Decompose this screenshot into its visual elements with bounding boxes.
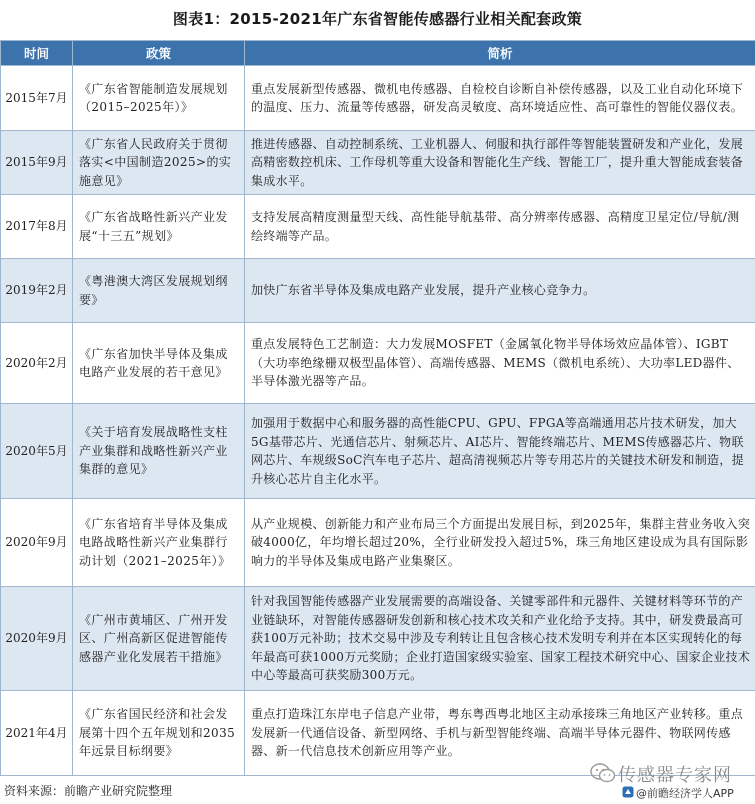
row-analysis: 重点打造珠江东岸电子信息产业带，粤东粤西粤北地区主动承接珠三角地区产业转移。重点发展新一代通信设备、新型网络、手机与新型智能终端、高端半导体元器件、物联网传感器、新一代信息技术创新应用等产业。 [245,691,755,776]
row-policy: 《广东省国民经济和社会发展第十四个五年规划和2035年远景目标纲要》 [73,691,245,776]
row-analysis: 支持发展高精度测量型天线、高性能导航基带、高分辨率传感器、高精度卫星定位/导航/测绘终端等产品。 [245,195,755,259]
row-time: 2015年9月 [1,131,73,195]
wechat-icon [590,763,616,783]
row-time: 2020年9月 [1,499,73,587]
watermark-account: 传感器专家网 [618,765,732,786]
row-analysis: 推进传感器、自动控制系统、工业机器人、伺服和执行部件等智能装置研发和产业化，发展高精密数控机床、工作母机等重大设备和智能化生产线、智能工厂，提升重大智能成套装备集成水平。 [245,131,755,195]
row-analysis: 从产业规模、创新能力和产业布局三个方面提出发展目标，到2025年，集群主营业务收入突破4000亿，年均增长超过20%，全行业研发投入超过5%，珠三角地区建设成为具有国际影响力的半导体及集成电路产业集聚区。 [245,499,755,587]
row-time: 2020年9月 [1,587,73,691]
row-analysis: 重点发展新型传感器、微机电传感器、自检校自诊断自补偿传感器，以及工业自动化环境下的温度、压力、流量等传感器，研发高灵敏度、高环境适应性、高可靠性的智能仪器仪表。 [245,66,755,131]
table-row [1,66,755,131]
table-row [1,587,755,691]
row-policy: 《广东省人民政府关于贯彻落实<中国制造2025>的实施意见》 [73,131,245,195]
watermark-credit: @前瞻经济学人APP [636,787,734,800]
row-analysis: 加强用于数据中心和服务器的高性能CPU、GPU、FPGA等高端通用芯片技术研发，加大5G基带芯片、光通信芯片、射频芯片、AI芯片、智能终端芯片、MEMS传感器芯片、物联网芯片、车规级SoC汽车电子芯片、超高清视频芯片等专用芯片的关键技术研发和制造，提升核心芯片自主化水平。 [245,404,755,499]
row-policy: 《广东省培育半导体及集成电路战略性新兴产业集群行动计划（2021–2025年）》 [73,499,245,587]
table-row [1,195,755,259]
source-note: 资料来源：前瞻产业研究院整理 [4,784,173,798]
row-time: 2020年2月 [1,323,73,404]
row-policy: 《广东省加快半导体及集成电路产业发展的若干意见》 [73,323,245,404]
header-time: 时间 [1,41,73,66]
row-time: 2020年5月 [1,404,73,499]
table-header-row [1,41,755,66]
row-policy: 《粤港澳大湾区发展规划纲要》 [73,259,245,323]
row-time: 2021年4月 [1,691,73,776]
row-policy: 《广东省智能制造发展规划（2015–2025年）》 [73,66,245,131]
row-policy: 《关于培育发展战略性支柱产业集群和战略性新兴产业集群的意见》 [73,404,245,499]
watermark-badge [590,761,750,801]
table-row [1,131,755,195]
table-row [1,499,755,587]
row-time: 2017年8月 [1,195,73,259]
row-analysis: 重点发展特色工艺制造：大力发展MOSFET（金属氧化物半导体场效应晶体管）、IGBT（大功率绝缘栅双极型晶体管）、高端传感器、MEMS（微机电系统）、大功率LED器件、半导体激光器等产品。 [245,323,755,404]
policy-table [0,40,755,776]
row-time: 2019年2月 [1,259,73,323]
table-row [1,259,755,323]
header-policy: 政策 [73,41,245,66]
row-policy: 《广东省战略性新兴产业发展“十三五”规划》 [73,195,245,259]
row-analysis: 加快广东省半导体及集成电路产业发展，提升产业核心竞争力。 [245,259,755,323]
row-time: 2015年7月 [1,66,73,131]
app-logo-icon [622,786,634,798]
table-row [1,323,755,404]
row-policy: 《广州市黄埔区、广州开发区、广州高新区促进智能传感器产业化发展若干措施》 [73,587,245,691]
page-title: 图表1：2015-2021年广东省智能传感器行业相关配套政策 [172,10,583,28]
header-analysis: 简析 [245,41,755,66]
row-analysis: 针对我国智能传感器产业发展需要的高端设备、关键零部件和元器件、关键材料等环节的产业链缺环，对智能传感器研发创新和核心技术攻关和产业化给予支持。其中，研发费最高可获100万元补助；技术交易中涉及专利转让且包含核心技术发明专利并在本区实现转化的每年最高可获1000万元奖励；企业打造国家级实验室、国家工程技术研究中心、国家企业技术中心等最高可获奖励300万元。 [245,587,755,691]
table-row [1,404,755,499]
